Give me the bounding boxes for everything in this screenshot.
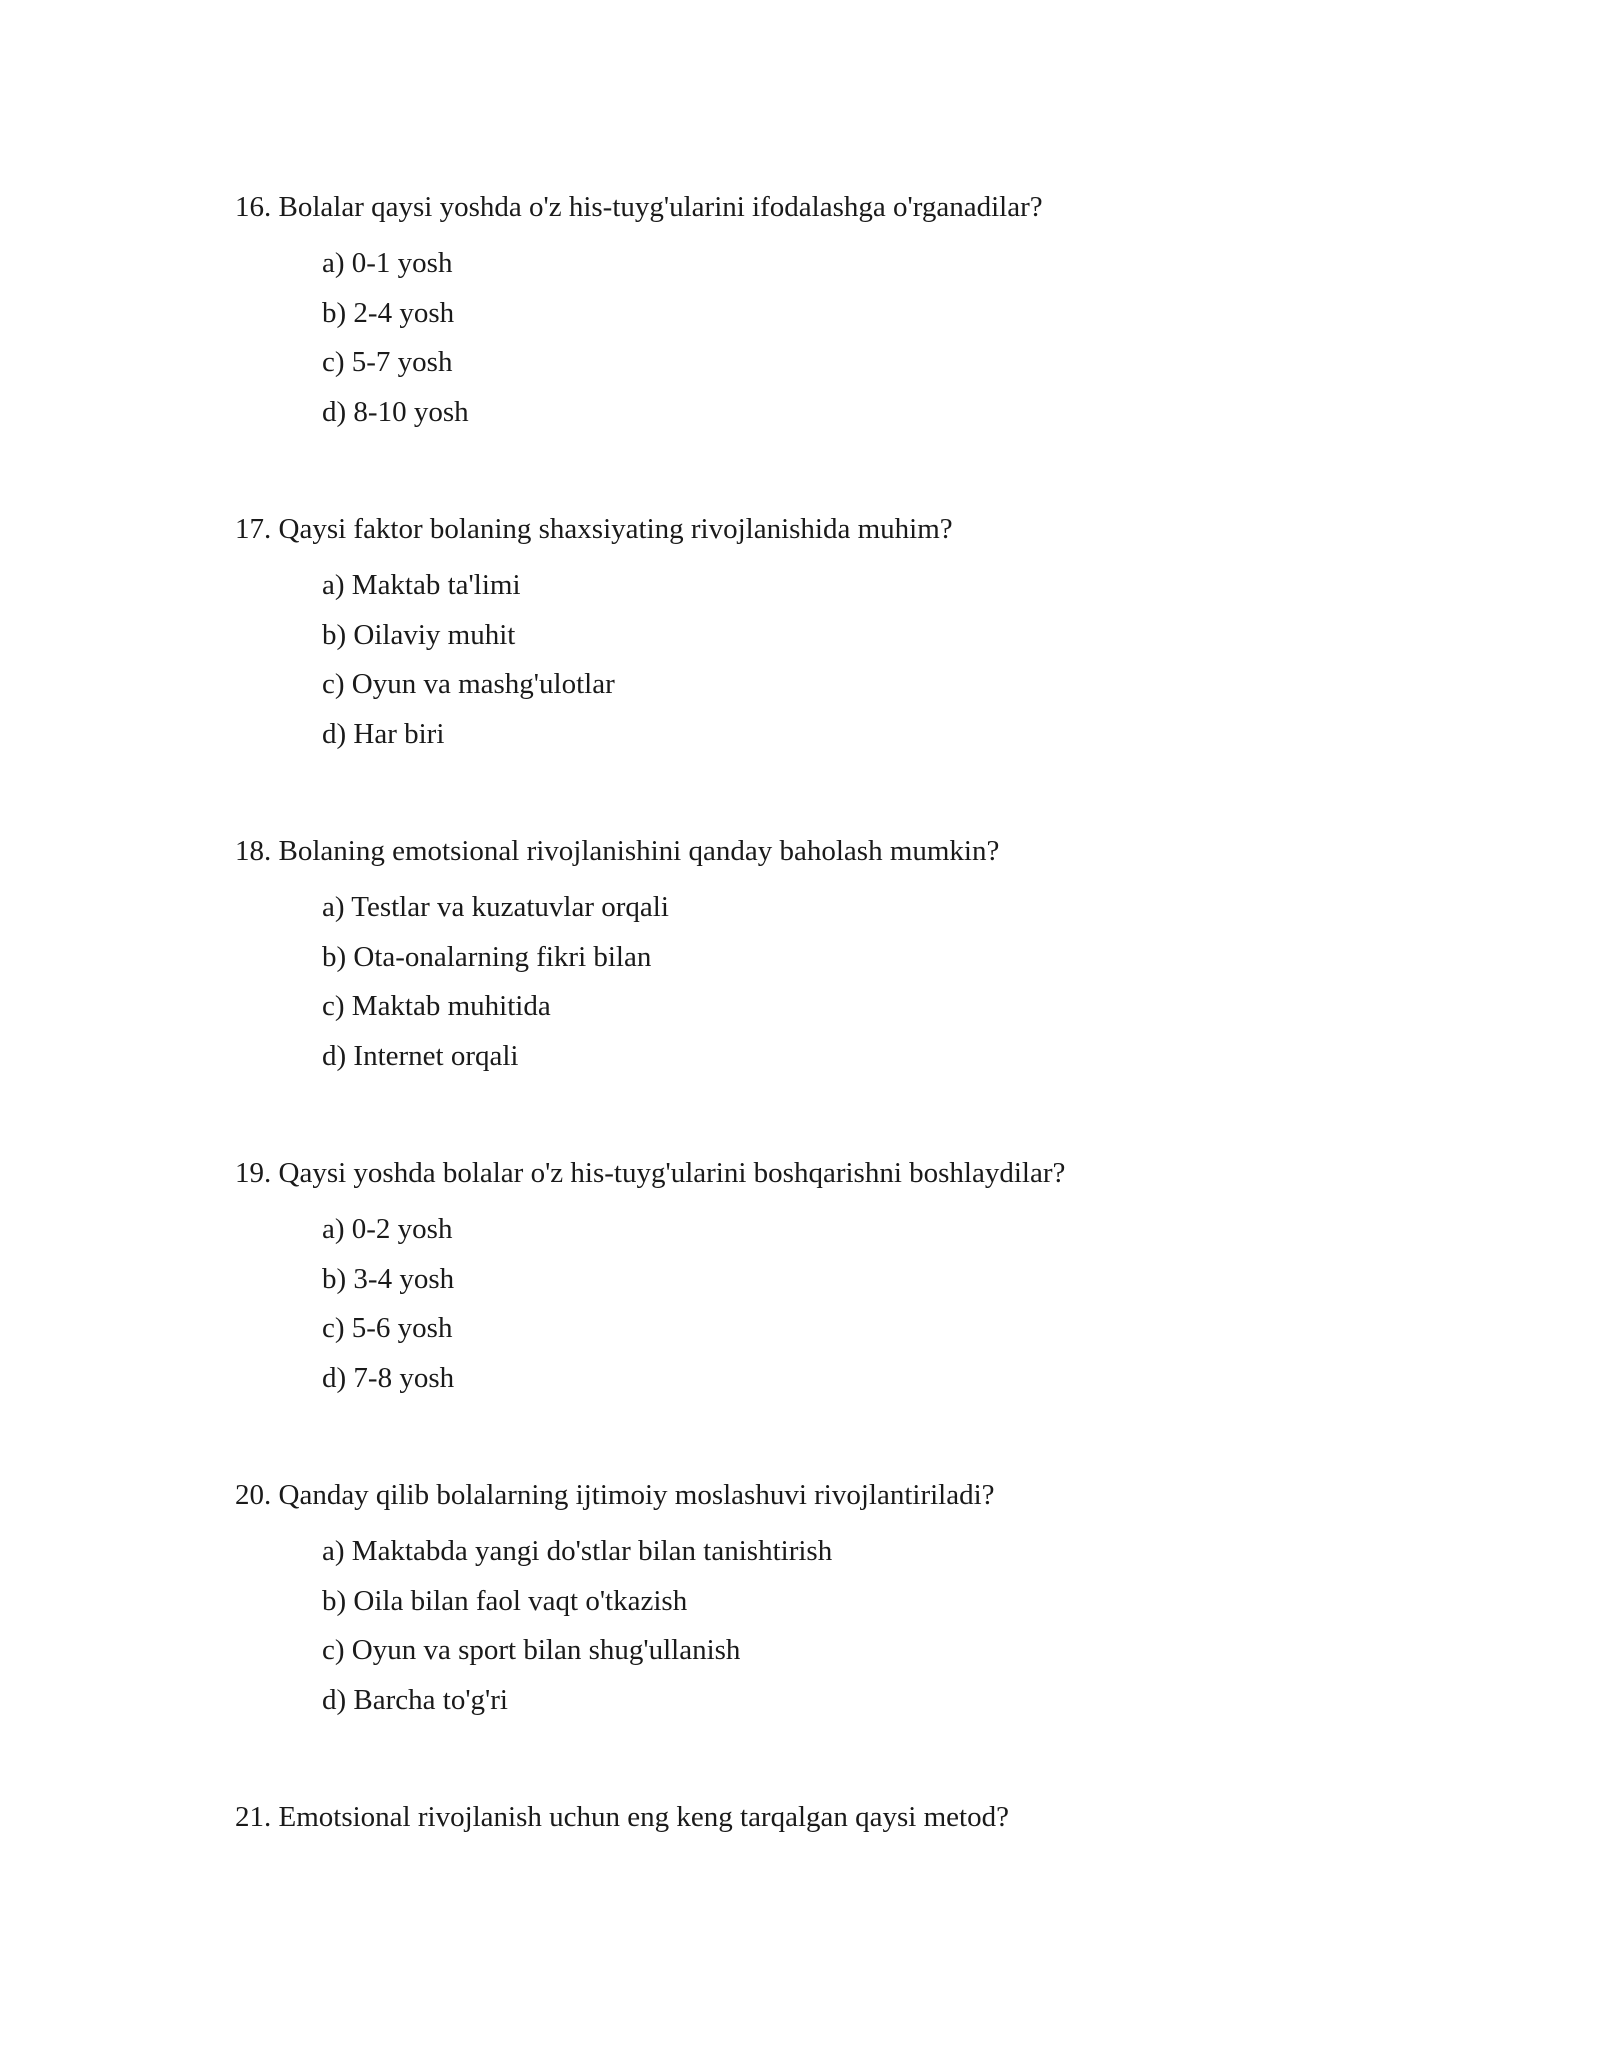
answer-options	[322, 887, 1435, 1076]
question-20	[235, 1475, 1435, 1729]
option-a: a) Testlar va kuzatuvlar orqali	[322, 891, 669, 923]
answer-options	[322, 565, 1435, 754]
answer-options	[322, 243, 1435, 432]
option-b: b) Oilaviy muhit	[322, 618, 516, 651]
option-d: d) 8-10 yosh	[322, 395, 469, 428]
answer-options	[322, 1209, 1435, 1398]
option-c: c) 5-6 yosh	[322, 1312, 453, 1344]
option-d: d) 7-8 yosh	[322, 1361, 455, 1394]
question-text: 20. Qanday qilib bolalarning ijtimoiy moslashuvi rivojlantiriladi?	[235, 1479, 995, 1511]
option-b: b) 2-4 yosh	[322, 296, 455, 329]
question-text: 16. Bolalar qaysi yoshda o'z his-tuyg'ularini ifodalashga o'rganadilar?	[235, 191, 1043, 223]
option-d: d) Internet orqali	[322, 1039, 519, 1072]
question-17	[235, 509, 1435, 763]
question-18	[235, 831, 1435, 1085]
option-b: b) Ota-onalarning fikri bilan	[322, 940, 652, 973]
option-a: a) 0-2 yosh	[322, 1213, 453, 1245]
option-c: c) Oyun va sport bilan shug'ullanish	[322, 1634, 741, 1666]
question-19	[235, 1153, 1435, 1407]
option-a: a) Maktab ta'limi	[322, 569, 521, 601]
question-text: 21. Emotsional rivojlanish uchun eng keng tarqalgan qaysi metod?	[235, 1801, 1009, 1833]
option-c: c) 5-7 yosh	[322, 346, 453, 378]
option-b: b) 3-4 yosh	[322, 1262, 455, 1295]
option-a: a) Maktabda yangi do'stlar bilan tanishtirish	[322, 1535, 833, 1567]
option-c: c) Oyun va mashg'ulotlar	[322, 668, 615, 700]
option-c: c) Maktab muhitida	[322, 990, 551, 1022]
question-text: 17. Qaysi faktor bolaning shaxsiyating rivojlanishida muhim?	[235, 513, 953, 545]
option-d: d) Har biri	[322, 717, 445, 750]
question-text: 18. Bolaning emotsional rivojlanishini qanday baholash mumkin?	[235, 835, 1000, 867]
question-text: 19. Qaysi yoshda bolalar o'z his-tuyg'ularini boshqarishni boshlaydilar?	[235, 1157, 1066, 1189]
answer-options	[322, 1531, 1435, 1720]
option-d: d) Barcha to'g'ri	[322, 1683, 508, 1716]
question-21	[235, 1797, 1435, 1837]
option-b: b) Oila bilan faol vaqt o'tkazish	[322, 1584, 688, 1617]
option-a: a) 0-1 yosh	[322, 247, 453, 279]
question-16	[235, 187, 1435, 441]
